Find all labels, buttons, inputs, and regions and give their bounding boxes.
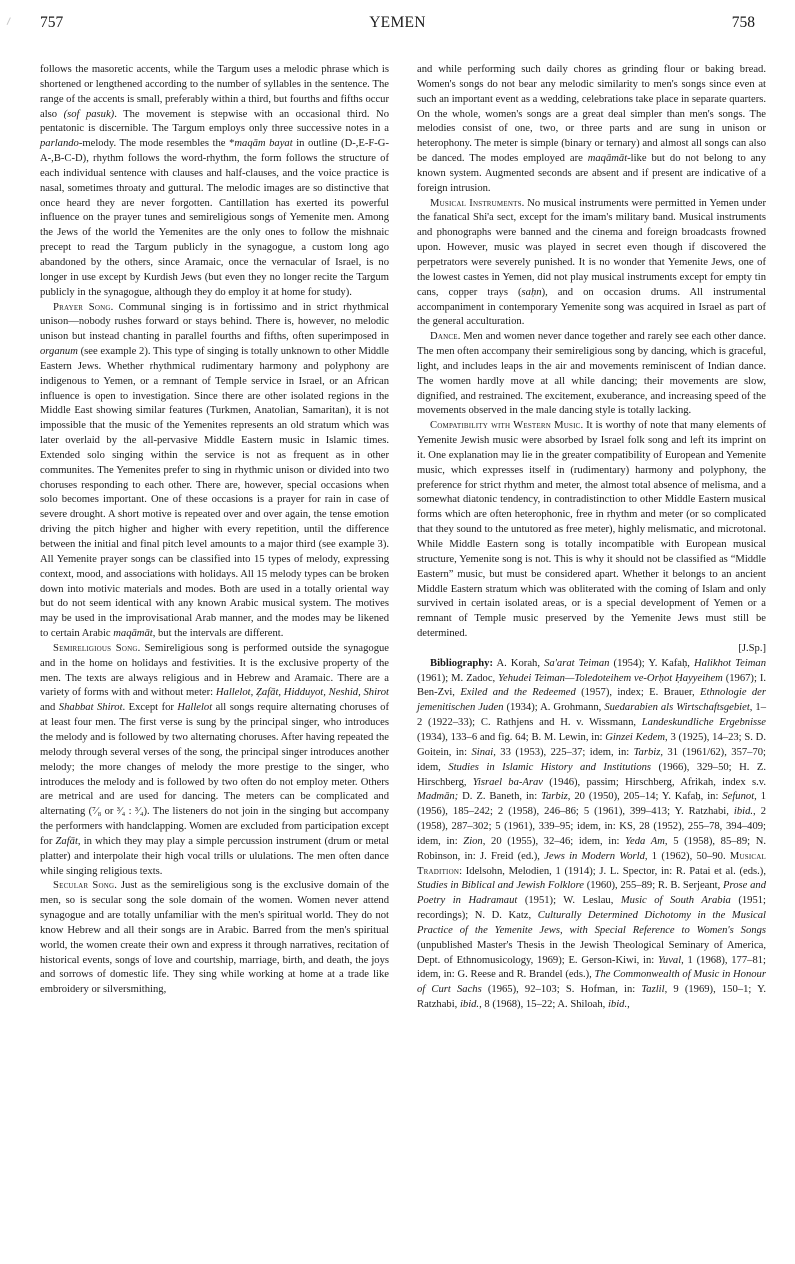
italic-text: Culturally Determined Dichotomy in the Musical Practice of the Yemenite Jews, with Special Reference to Women's Songs — [417, 910, 766, 936]
italic-text: Sefunot — [722, 791, 755, 803]
text-run: and — [40, 702, 59, 714]
text-run: , 3 (1925), 14–23; S. D. Goitein, in: — [417, 731, 766, 758]
text-run: D. Z. Baneth, in: — [458, 791, 542, 803]
text-run: (1961); M. Zadoc, — [417, 672, 499, 684]
italic-text: Hallelot, Ẓafāt, Hidduyot, Neshid, Shirot — [215, 687, 390, 699]
italic-text: Studies in Islamic History and Institutions — [448, 761, 652, 773]
italic-text: The Commonwealth of Music in Honour of Curt Sachs — [417, 969, 766, 996]
text-run: . It is worthy of note that many elements of Yemenite Jewish music were absorbed by Israel folk song and left its imprint on it. One explanation may lie in the greater compatibility of European and Yemenite music, which expresses itself in (rudimentary) harmony and polyphony, the preference for strict rhythm and meter, the almost total absence of melisma, and a somewhat diatonic tendency, in contradistinction to other Middle Eastern musical forms which are often heterophonic, free in rhythm and meter (or so complicated that they sound to the untutored as free meter), highly melismatic, and microtonal. While Middle Eastern song is totally incompatible with European musical structure, Yemenite song is not. This is why it should not be classified as “Middle Eastern” music, but must be considered apart. Whether it belongs to an ancient Middle Eastern stratum which was obliterated with the coming of Islam and only survived in certain isolated areas, or is a special development of Yemen or a remnant of Temple music preserved by the Yemenite Jews must still be determined. — [417, 420, 767, 640]
section-heading: Dance — [430, 331, 458, 343]
italic-text: saḥn — [521, 286, 542, 298]
paragraph — [417, 330, 766, 419]
italic-text: Prose and Poetry in Hadramaut — [417, 880, 766, 907]
text-run: (1967); I. Ben-Zvi, — [417, 672, 766, 699]
running-title: YEMEN — [369, 14, 426, 31]
text-run: , 33 (1953), 225–37; idem, in: — [493, 746, 634, 758]
italic-text: Sinai — [471, 746, 494, 758]
text-run: , but the intervals are different. — [152, 628, 284, 640]
text-run: . Except for — [122, 702, 178, 714]
italic-text: maqām bayat — [234, 138, 293, 150]
italic-text: organum — [40, 346, 78, 358]
italic-text: (sof pasuk) — [63, 108, 115, 120]
text-run: all songs require alternating choruses of at least four men. The first verse is sung by the principal singer, who introduces the melody and is followed by two alternating choruses. After having repeated the melody through several verses of the song, the principal singer introduces another melody; the more changes of melody the more prestige to the singer, who introduces the melody and is followed by two often do not employ meter. Others are metrical and are used for dancing. The meters can be complicated and alternating (⁷⁄₈ or ³⁄₄ : ³⁄₄). The listeners do not join in the singing but accompany the performers with handclapping. Women are excluded from participation except for — [40, 702, 390, 847]
text-run: (1951); W. Leslau, — [517, 895, 621, 907]
right-column — [417, 63, 766, 1013]
section-heading: Musical Tradition — [417, 850, 766, 877]
text-run: (1960), 255–89; R. B. Serjeant, — [584, 880, 724, 892]
text-run: , 9 (1969), 150–1; Y. Ratzhabi, — [417, 984, 767, 1011]
text-run: -melody. The mode resembles the * — [78, 138, 235, 150]
text-run: , in which they may play a simple percussion instrument (drum or metal platter) and interpolate their high vocal trills or ululations. The men often dance while singing religious texts. — [40, 835, 389, 877]
italic-text: Ethnologie der jemenitischen Juden — [417, 687, 766, 714]
text-run: (1951; recordings); N. D. Katz, — [417, 895, 766, 922]
text-run: in outline (D-,E-F-G-A-,B-C-D), rhythm follows the word-rhythm, the form follows the structure of each individual sentence with clauses and half-clauses, and the voice practice is nasal, sometimes throaty and guttural. The melodic images are so distinctive that once heard they are never forgotten. Cantillation has exerted its powerful influence on the prayer tunes and semireligious songs of Yemenite men. Among the Jews of the world the Yemenites are the only ones to follow the mishnaic precept to read the Targum publicly in the synagogue, a custom long ago abandoned by the others, since Aramaic, once the vernacular of Israel, is no longer in use except by Kurdish Jews (but even they no longer recite the Targum publicly in the synagogue, although they do employ it at home for study). — [40, 138, 389, 298]
italic-text: Yuval — [657, 954, 682, 966]
text-run: -like but do not belong to any known system. Augmented seconds are absent and if present are indicative of a foreign intrusion. — [417, 153, 766, 194]
italic-text: Studies in Biblical and Jewish Folklore — [417, 880, 585, 892]
italic-text: Zafāt — [55, 835, 78, 847]
italic-text: Suedarabien als Wirtschaftsgebiet — [604, 702, 750, 714]
page-number-right: 758 — [731, 14, 755, 31]
italic-text: Tazlil — [641, 984, 665, 996]
paragraph — [40, 642, 389, 880]
italic-text: Tarbiz — [541, 791, 568, 803]
italic-text: Halikhot Teiman — [694, 657, 766, 669]
text-run: ), and on occasion drums. All instrumental accompaniment in contemporary Yemenite song was acquired in Israel as part of the general acculturation. — [417, 286, 766, 328]
text-run: and while performing such daily chores as grinding flour or baking bread. Women's songs do not bear any melodic similarity to men's songs since even at such an important event as a wedding, celebrations take place in separate quarters. On the whole, women's songs are a great deal simpler than men's songs. The melodies consist of one, two, or three parts and are sung in unison or heterophony. The meter is simple (binary or ternary) and almost all songs can also be danced. The modes employed are — [417, 64, 766, 165]
text-run: , 31 (1961/62), 357–70; idem, — [417, 746, 767, 773]
italic-text: Shabbat Shirot — [58, 702, 123, 714]
text-run: (1946), passim; Hirschberg, Afrikah, index s.v. — [543, 776, 766, 788]
italic-text: Music of South Arabia — [620, 895, 731, 907]
italic-text: ibid. — [459, 999, 480, 1011]
italic-text: Landeskundliche Ergebnisse — [641, 717, 766, 729]
text-run: , — [627, 999, 630, 1011]
author-signature: [J.Sp.] — [738, 642, 766, 654]
text-run: (1966), 329–50; H. Z. Hirschberg, — [417, 761, 766, 788]
text-run: . The movement is stepwise with an occasional third. No pentatonic is discernible. The Targum employs only three successive notes in a — [40, 108, 389, 135]
paragraph — [417, 197, 766, 331]
text-run: : Idelsohn, Melodien, 1 (1914); J. L. Spector, in: R. Patai et al. (eds.), — [459, 865, 766, 877]
text-run: , 1 (1956), 185–242; 2 (1958), 246–86; 5 (1961), 399–413; Y. Ratzhabi, — [417, 791, 767, 818]
page-number-left: 757 — [40, 14, 64, 31]
text-run: (1934); A. Grohmann, — [503, 702, 605, 714]
text-run: , 1 (1962), 50–90. — [644, 850, 730, 862]
italic-text: Yehudei Teiman—Toledoteihem ve-Orḥot Ḥayyeihem — [498, 672, 723, 684]
italic-text: Yeda Am — [625, 835, 665, 847]
italic-text: parlando — [40, 138, 79, 150]
paper-mark — [7, 17, 15, 26]
section-heading: Compatibility with Western Music — [430, 420, 581, 432]
text-run: (unpublished Master's Thesis in the Jewish Theological Seminary of America, Dept. of Ethnomusicology, 1969); E. Gerson-Kiwi, in: — [417, 939, 766, 966]
paragraph — [417, 63, 766, 197]
italic-text: Hallelot — [177, 702, 213, 714]
paragraph — [417, 419, 766, 642]
text-run: . Just as the semireligious song is the exclusive domain of the men, so is secular song the sole domain of the women. Women never attend synagogue and are totally unfamiliar with the men's spiritual world. They do not know Hebrew and all their songs are in Arabic. Barred from the men's spiritual world, the women create their own and express it through narratives, recitation of historical events, songs of love and courtship, marriage, birth, and death, the joys and sorrows of domestic life. They sing while working at home at a trade like embroidery or silversmithing, — [40, 880, 390, 996]
italic-text: Yisrael ba-Arav — [472, 776, 544, 788]
right-column-body — [417, 63, 766, 642]
text-run: , 8 (1968), 15–22; A. Shiloah, — [479, 999, 608, 1011]
text-run: . Communal singing is in fortissimo and in strict rhythmical unison—nobody rushes forward or stays behind. There is, however, no melodic unison but instead chanting in parallel fourths and fifths, often superimposed in — [40, 301, 389, 343]
text-run: , 1–2 (1922–33); C. Rathjens and H. v. Wissmann, — [417, 702, 766, 729]
bibliography — [417, 657, 766, 1013]
italic-text: maqāmāt — [113, 628, 153, 640]
italic-text: Exiled and the Redeemed — [460, 687, 576, 699]
bibliography-label: Bibliography: — [430, 657, 493, 669]
running-header — [40, 14, 755, 36]
italic-text: Madmān; — [417, 791, 459, 803]
text-run: (1965), 92–103; S. Hofman, in: — [481, 984, 642, 996]
text-run: (1954); Y. Kafaḥ, — [609, 657, 695, 669]
italic-text: Sa'arat Teiman — [544, 657, 610, 669]
italic-text: Ginzei Kedem — [605, 731, 666, 743]
section-heading: Semireligious Song — [53, 642, 138, 654]
text-run: , 20 (1955), 32–46; idem, in: — [482, 835, 626, 847]
italic-text: maqāmāt — [587, 153, 628, 165]
italic-text: Tarbiz — [633, 746, 661, 758]
text-run: . No musical instruments were permitted in Yemen under the fanatical Shi'a sect, except for the imam's military band. Musical instruments and phonographs were banned and the cinema and foreign broadcasts frowned upon. However, music was played in secret even though if discovered the perpetrators were severely punished. It is no wonder that Yemenite Jews, one of the lowest castes in Yemen, did not play musical instruments except for empty tin cans, copper trays ( — [417, 197, 766, 298]
text-run: . Semireligious song is performed outside the synagogue and in the home on holidays and festivities. It is the exclusive property of the men. The texts are always religious and in Hebrew and Aramaic. There are a variety of forms with and without meter: — [40, 642, 389, 699]
text-run: (1934), 133–6 and fig. 64; B. M. Lewin, in: — [417, 731, 606, 743]
text-run: , 1 (1968), 177–81; idem, in: G. Reese and R. Brandel (eds.), — [417, 954, 766, 981]
left-column — [40, 63, 389, 998]
italic-text: Jews in Modern World — [544, 850, 645, 862]
italic-text: ibid. — [733, 806, 754, 818]
text-run: (see example 2). This type of singing is totally unknown to other Middle Eastern Jews. Whether rhythmical rudimentary harmony and polyphony are indigenous to Yemen, or a remnant of Temple service in Israel, or an African influence is open to investigation. Since there are other isolated regions in the Middle East showing similar features (Turkmen, Anatolian, Samaritan), it is not impossible that the music of the Yemenites represents an old stratum which was later overlaid by the all-pervasive Middle Eastern music in Islamic times. Extended solo singing within the service is not as frequent as in other communites. The Yemenites prefer to sing in rhythmic unison or divided into two choruses responding to each other. There are, however, special occasions when solo becomes important. One of these occasions is a prayer for rain in case of severe drought. A short motive is repeated over and over again, the tense emotion driving the pitch higher and higher with every repetition, until the difference between the initial and final pitch level amounts to a major third (see example 3). All Yemenite prayer songs can be classified into 15 types of melody, expressing context, mood, and associations with holidays. All 15 melody types can be broken down into motivic materials and modes. Both are used in a totally oriental way but do not seem identical with any known Arabic musical system. The motives may be used in the improvisational Arab manner, and the modes may be likened to certain Arabic — [40, 346, 389, 640]
italic-text: ibid. — [607, 999, 628, 1011]
text-run: A. Korah, — [493, 657, 545, 669]
section-heading: Secular Song — [53, 880, 115, 892]
text-run: follows the masoretic accents, while the Targum uses a melodic phrase which is shortened or lengthened according to the number of syllables in the sentence. The range of the accents is small, preferably within a third, but fourths and fifths occur also — [40, 64, 389, 120]
paragraph — [40, 63, 389, 301]
text-run: (1957), index; E. Brauer, — [575, 687, 701, 699]
text-run: , 20 (1950), 205–14; Y. Kafaḥ, in: — [567, 791, 723, 803]
paragraph — [40, 879, 389, 998]
text-run: , 5 (1958), 85–89; N. Robinson, in: J. Freid (ed.), — [417, 835, 767, 862]
section-heading: Musical Instruments — [430, 197, 522, 209]
section-heading: Prayer Song — [53, 301, 111, 313]
text-run: . Men and women never dance together and rarely see each other dance. The men often accompany their semireligious song by dancing, which is graceful, light, and includes leaps in the air and movements reminiscent of Indian dance. The women hardly move at all while dancing; their movements are slow, dignified, and restrained. The excitement, exuberance, and increasing speed of the movements observed in the male dancing style is totally lacking. — [417, 331, 766, 417]
paragraph — [40, 301, 389, 642]
text-run: , 2 (1958), 287–302; 5 (1961), 339–95; idem, in: KS, 28 (1952), 255–78, 394–409; idem, in: — [417, 806, 766, 847]
italic-text: Zion — [463, 835, 483, 847]
